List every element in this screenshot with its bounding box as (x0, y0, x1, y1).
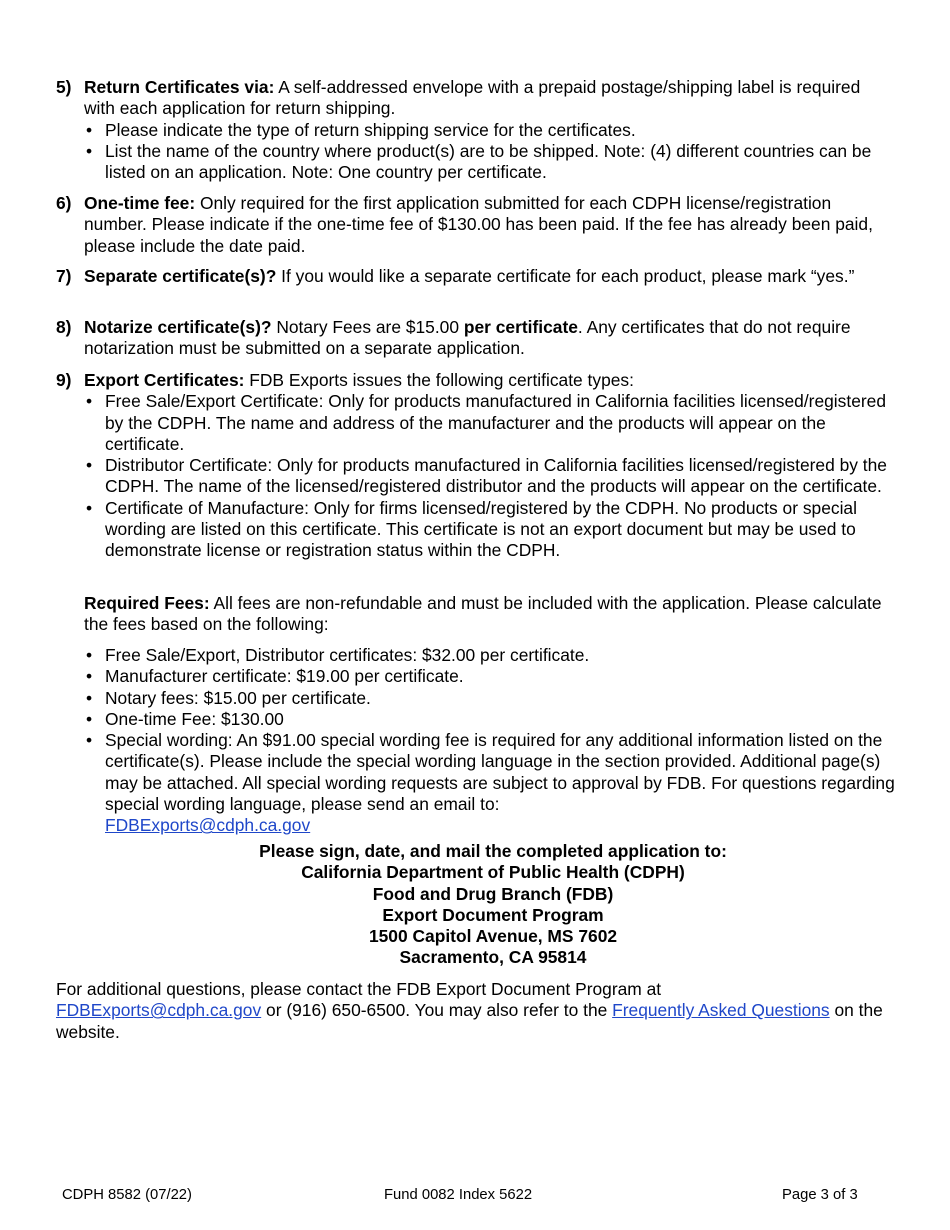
item-heading: Separate certificate(s)? (84, 266, 277, 286)
bullet-list (84, 645, 896, 837)
bullet-icon: • (86, 730, 93, 751)
item-one-time-fee (56, 193, 896, 257)
item-number: 7) (56, 266, 72, 286)
bullet-list (84, 120, 896, 184)
item-emphasis: per certificate (463, 317, 578, 337)
mailing-address-block (56, 841, 930, 969)
bullet-icon: • (86, 119, 93, 140)
list-item: • One-time Fee: $130.00 (86, 708, 284, 729)
item-text: If you would like a separate certificate for each product, please mark “yes.” (276, 266, 855, 286)
contact-text: For additional questions, please contact the FDB Export Document Program at (56, 979, 662, 999)
item-text: Only required for the first application submitted for each CDPH license/registration number. Please indicate if the one-time fee of $130.00 has been paid. If the fee has already been paid, please include the date paid. (84, 193, 873, 256)
mailing-line: Export Document Program (382, 904, 604, 925)
bullet-icon: • (86, 391, 93, 412)
mailing-instruction: Please sign, date, and mail the completed application to: (259, 841, 727, 861)
list-item: • Manufacturer certificate: $19.00 per certificate. (86, 666, 464, 687)
item-text: A self-addressed envelope with a prepaid postage/shipping label is required with each application for return shipping. (84, 77, 861, 119)
mailing-line: Food and Drug Branch (FDB) (372, 883, 614, 904)
bullet-icon: • (86, 497, 93, 518)
item-export-certificates (56, 370, 896, 562)
mailing-line: 1500 Capitol Avenue, MS 7602 (368, 926, 618, 947)
bullet-icon: • (86, 140, 93, 161)
item-number: 5) (56, 77, 72, 97)
faq-link[interactable]: Frequently Asked Questions (612, 1000, 830, 1021)
list-item: • Notary fees: $15.00 per certificate. (86, 687, 371, 708)
fees-text: All fees are non-refundable and must be included with the application. Please calculate the fees based on the following: (84, 593, 882, 635)
bullet-icon: • (86, 666, 93, 687)
item-notarize-certificates (56, 317, 896, 360)
fdb-exports-email-link[interactable]: FDBExports@cdph.ca.gov (105, 815, 311, 836)
contact-text: or (916) 650-6500. You may also refer to the (261, 1000, 613, 1021)
item-separate-certificates (56, 266, 896, 287)
item-heading: One-time fee: (84, 193, 196, 213)
item-heading: Notarize certificate(s)? (84, 317, 272, 337)
bullet-icon: • (86, 455, 93, 476)
bullet-icon: • (86, 708, 93, 729)
footer-form-id: CDPH 8582 (07/22) (62, 1187, 192, 1203)
item-number: 8) (56, 317, 72, 337)
item-text: Notary Fees are $15.00 (271, 317, 464, 337)
list-item (84, 730, 896, 836)
item-heading: Return Certificates via: (84, 77, 275, 97)
contact-text: on the website. (56, 1000, 883, 1042)
item-number: 6) (56, 193, 72, 213)
item-return-certificates (56, 77, 896, 183)
list-item: • Distributor Certificate: Only for products manufactured in California facilities licensed/registered by the CDPH. The name of the licensed/registered distributor and the products will appear on the certificate. (86, 455, 887, 497)
item-heading: Export Certificates: (84, 370, 245, 390)
footer-page-number: Page 3 of 3 (782, 1187, 858, 1203)
bullet-icon: • (86, 687, 93, 708)
item-number: 9) (56, 370, 72, 390)
mailing-line: California Department of Public Health (CDPH) (301, 862, 685, 883)
item-text: . Any certificates that do not require notarization must be submitted on a separate application. (84, 317, 851, 359)
contact-paragraph (56, 979, 896, 1043)
footer-fund-index: Fund 0082 Index 5622 (384, 1187, 533, 1203)
list-item: • Please indicate the type of return shipping service for the certificates. (86, 119, 636, 140)
list-item: • List the name of the country where product(s) are to be shipped. Note: (4) different countries can be listed on an application. Note: One country per certificate. (86, 140, 872, 183)
contact-email-link[interactable]: FDBExports@cdph.ca.gov (56, 1000, 262, 1021)
bullet-icon: • (86, 645, 93, 665)
list-item: • Free Sale/Export Certificate: Only for products manufactured in California facilities licensed/registered by the CDPH. The name and address of the manufacturer and the products will appear on the certificate. (86, 391, 886, 454)
list-item: • Free Sale/Export, Distributor certificates: $32.00 per certificate. (86, 645, 590, 665)
list-item: • Certificate of Manufacture: Only for firms licensed/registered by the CDPH. No products or special wording are listed on this certificate. This certificate is not an export document but may be used to demonstrate license or registration status within the CDPH. (86, 497, 857, 561)
required-fees-intro (84, 593, 896, 636)
bullet-list (84, 391, 896, 561)
special-wording-text: Special wording: An $91.00 special wording fee is required for any additional information listed on the certificate(s). Please include the special wording language in the section provided. Additional page(s) may be attached. All special wording requests are subject to approval by FDB. For questions regarding special wording language, please send an email to: (105, 730, 895, 815)
fees-list (84, 645, 896, 837)
fees-heading: Required Fees: (84, 593, 210, 613)
item-text: FDB Exports issues the following certificate types: (244, 370, 634, 390)
mailing-line: Sacramento, CA 95814 (399, 947, 587, 968)
